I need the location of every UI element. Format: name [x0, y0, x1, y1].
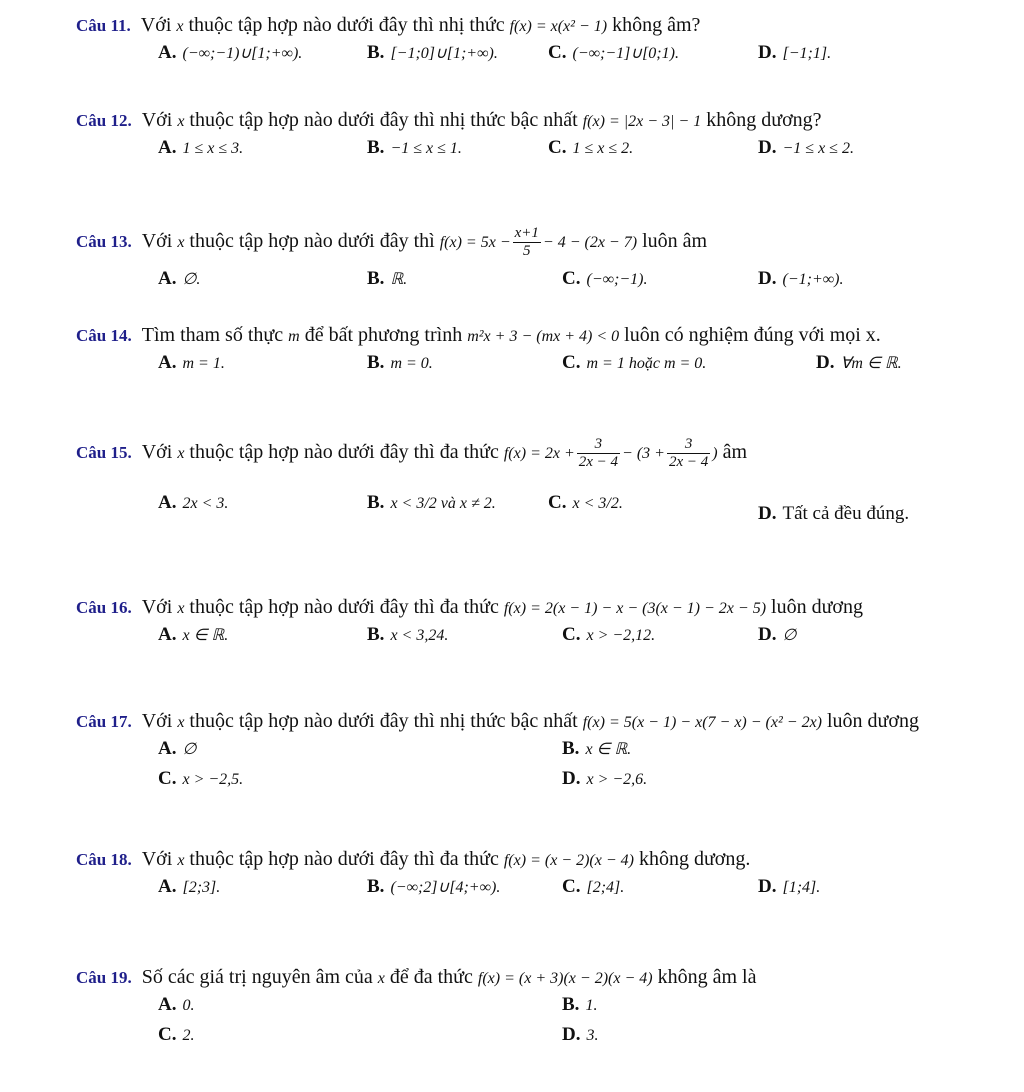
options: [76, 738, 956, 768]
question-number: Câu 12.: [76, 111, 132, 130]
fraction: $\frac{x+1}{5}$: [514, 224, 539, 259]
option-a[interactable]: A. 0.: [158, 994, 195, 1015]
option-a[interactable]: A. 1 ≤ x ≤ 3.: [158, 137, 244, 158]
option-b[interactable]: B. x < 3/2 và x ≠ 2.: [367, 492, 496, 513]
fraction: $\frac{3}{2x - 4}$: [578, 435, 619, 470]
options: [76, 352, 956, 382]
option-d[interactable]: D. ∅: [758, 624, 797, 645]
option-c[interactable]: C. m = 1 hoặc m = 0.: [562, 352, 707, 373]
option-a[interactable]: A. m = 1.: [158, 352, 225, 373]
question-17: [76, 706, 956, 798]
question-number: Câu 11.: [76, 16, 131, 35]
options: [76, 268, 956, 298]
options: [76, 42, 956, 72]
option-a[interactable]: A. (−∞;−1)∪[1;+∞).: [158, 42, 303, 63]
option-c[interactable]: C. (−∞;−1]∪[0;1).: [548, 42, 679, 63]
option-d[interactable]: D. (−1;+∞).: [758, 268, 844, 289]
question-stem: Câu 13. Với x thuộc tập hợp nào dưới đây thì f(x) = 5x − $\frac{x+1}{5}$ − 4 − (2x − 7) luôn âm: [76, 224, 708, 259]
option-b[interactable]: B. (−∞;2]∪[4;+∞).: [367, 876, 501, 897]
question-stem: Câu 16. Với x thuộc tập hợp nào dưới đây thì đa thức f(x) = 2(x − 1) − x − (3(x − 1) − 2x − 5) luôn dương: [76, 596, 863, 618]
option-c[interactable]: C. 2.: [158, 1024, 195, 1045]
options: [76, 1024, 956, 1054]
option-a[interactable]: A. [2;3].: [158, 876, 221, 897]
question-number: Câu 13.: [76, 232, 132, 251]
option-c[interactable]: C. 1 ≤ x ≤ 2.: [548, 137, 634, 158]
option-d[interactable]: D. x > −2,6.: [562, 768, 648, 789]
options: [76, 876, 956, 906]
option-b[interactable]: B. ℝ.: [367, 268, 408, 289]
question-stem: Câu 15. Với x thuộc tập hợp nào dưới đây thì đa thức f(x) = 2x + $\frac{3}{2x - 4}$ − (3 + $\frac{3}{2x - 4}$ ) âm: [76, 435, 748, 470]
option-b[interactable]: B. m = 0.: [367, 352, 433, 373]
question-number: Câu 18.: [76, 850, 132, 869]
option-a[interactable]: A. 2x < 3.: [158, 492, 229, 513]
question-11: [76, 10, 956, 72]
option-c[interactable]: C. x > −2,12.: [562, 624, 656, 645]
option-d[interactable]: D. −1 ≤ x ≤ 2.: [758, 137, 854, 158]
question-stem: Câu 11. Với x thuộc tập hợp nào dưới đây thì nhị thức f(x) = x(x² − 1) không âm?: [76, 14, 701, 36]
question-15: [76, 432, 956, 522]
option-b[interactable]: B. [−1;0]∪[1;+∞).: [367, 42, 498, 63]
option-d[interactable]: D. [−1;1].: [758, 42, 832, 63]
options: [76, 137, 956, 167]
option-c[interactable]: C. x > −2,5.: [158, 768, 244, 789]
option-c[interactable]: C. [2;4].: [562, 876, 625, 897]
question-stem: Câu 12. Với x thuộc tập hợp nào dưới đây thì nhị thức bậc nhất f(x) = |2x − 3| − 1 không dương?: [76, 109, 822, 131]
question-number: Câu 14.: [76, 326, 132, 345]
question-number: Câu 16.: [76, 598, 132, 617]
question-number: Câu 17.: [76, 712, 132, 731]
option-c[interactable]: C. (−∞;−1).: [562, 268, 648, 289]
question-19: [76, 962, 956, 1054]
options: [76, 492, 956, 522]
question-stem: Câu 14. Tìm tham số thực m để bất phương trình m²x + 3 − (mx + 4) < 0 luôn có nghiệm đúng với mọi x.: [76, 324, 881, 346]
question-18: [76, 844, 956, 906]
question-stem: Câu 18. Với x thuộc tập hợp nào dưới đây thì đa thức f(x) = (x − 2)(x − 4) không dương.: [76, 848, 751, 870]
option-d[interactable]: D. ∀m ∈ ℝ.: [816, 352, 902, 373]
question-number: Câu 19.: [76, 968, 132, 987]
options: [76, 624, 956, 654]
question-stem: Câu 17. Với x thuộc tập hợp nào dưới đây thì nhị thức bậc nhất f(x) = 5(x − 1) − x(7 − x) − (x² − 2x) luôn dương: [76, 710, 919, 732]
option-b[interactable]: B. 1.: [562, 994, 598, 1015]
option-a[interactable]: A. ∅: [158, 738, 197, 759]
question-12: [76, 105, 956, 167]
question-number: Câu 15.: [76, 443, 132, 462]
question-stem: Câu 19. Số các giá trị nguyên âm của x để đa thức f(x) = (x + 3)(x − 2)(x − 4) không âm là: [76, 966, 757, 988]
option-a[interactable]: A. x ∈ ℝ.: [158, 624, 229, 645]
fraction: $\frac{3}{2x - 4}$: [668, 435, 709, 470]
option-d[interactable]: D. 3.: [562, 1024, 599, 1045]
question-16: [76, 592, 956, 654]
option-c[interactable]: C. x < 3/2.: [548, 492, 623, 513]
option-d[interactable]: D. Tất cả đều đúng.: [758, 503, 910, 524]
option-b[interactable]: B. x < 3,24.: [367, 624, 449, 645]
option-d[interactable]: D. [1;4].: [758, 876, 821, 897]
question-13: [76, 222, 956, 298]
option-a[interactable]: A. ∅.: [158, 268, 201, 289]
option-b[interactable]: B. −1 ≤ x ≤ 1.: [367, 137, 462, 158]
options: [76, 994, 956, 1024]
option-b[interactable]: B. x ∈ ℝ.: [562, 738, 632, 759]
question-14: [76, 320, 956, 382]
options: [76, 768, 956, 798]
